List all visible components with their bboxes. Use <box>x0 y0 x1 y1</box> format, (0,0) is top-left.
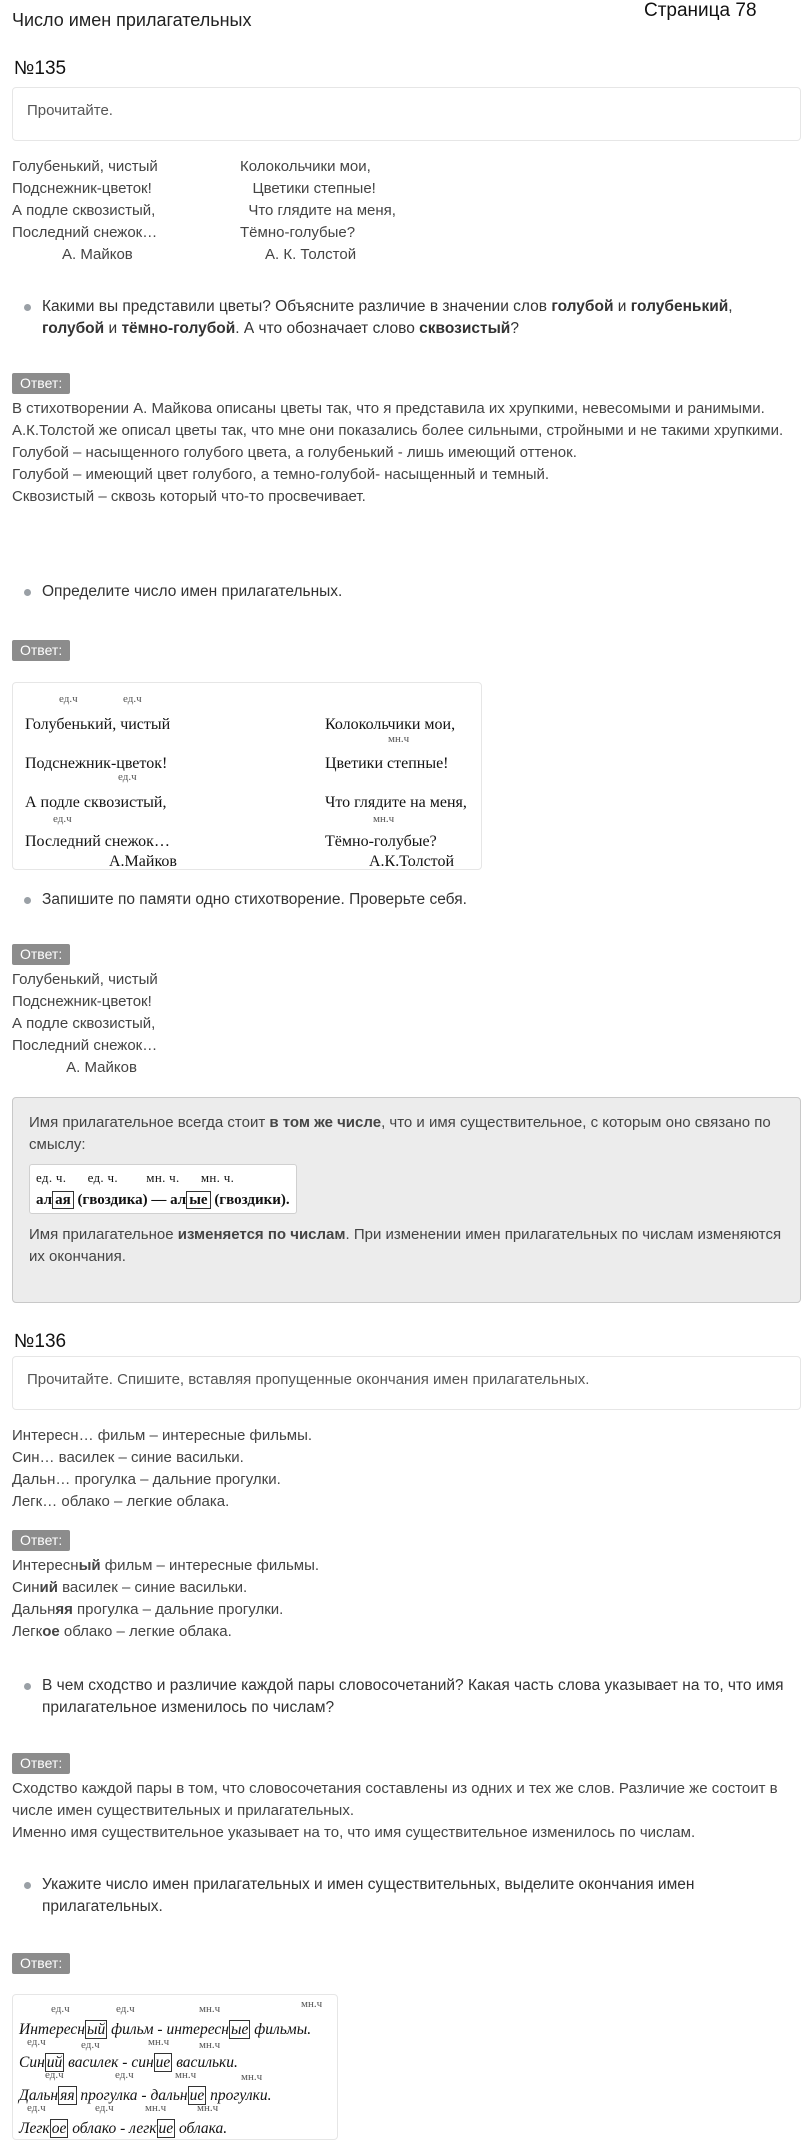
bullet-icon <box>24 589 31 596</box>
answer-2-image <box>12 682 482 870</box>
bullet-icon <box>24 1882 31 1889</box>
instruction-box <box>12 87 801 141</box>
number-mark: мн.ч <box>175 2069 197 2081</box>
number-mark: мн.ч <box>199 2003 221 2015</box>
question-1: Какими вы представили цветы? Объясните различие в значении слов голубой и голубенький, голубой и тёмно-голубой. А что обозначает слово сквозистый? <box>24 296 794 340</box>
number-mark: мн.ч <box>301 1998 323 2010</box>
answer-2-text: Сходство каждой пары в том, что словосочетания составлены из одних и тех же слов. Различие же состоит в числе имен существительных и прилагательных. Именно имя существительное указывает на то, что имя существительное изменилось по числам. <box>12 1780 778 1841</box>
number-mark: ед.ч <box>59 693 78 705</box>
poem-line: Подснежник-цветок! <box>25 755 168 772</box>
number-mark: ед.ч <box>51 2003 70 2015</box>
task-lines: Интересн… фильм – интересные фильмы. Син… василек – синие васильки. Дальн… прогулка – дальние прогулки. Легк… облако – легкие облака. <box>12 1427 313 1510</box>
topic-title: Число имен прилагательных <box>12 10 252 30</box>
answer-1-lines: Интересный фильм – интересные фильмы. Синий василек – синие васильки. Дальняя прогулка – дальние прогулки. Легкое облако – легкие облака. <box>12 1557 320 1640</box>
answer-label: Ответ: <box>12 1753 70 1774</box>
number-mark: ед.ч <box>27 2102 46 2114</box>
number-mark: мн.ч <box>148 2036 170 2048</box>
exercise-number: №135 <box>14 58 67 79</box>
number-mark: ед.ч <box>118 771 137 783</box>
number-mark: мн.ч <box>388 733 410 745</box>
poem-line: А подле сквозистый, <box>12 202 156 219</box>
poem-line: Колокольчики мои, <box>240 158 371 175</box>
poem-line: Подснежник-цветок! <box>12 180 152 197</box>
number-mark: ед.ч <box>115 2069 134 2081</box>
number-mark: ед.ч <box>81 2039 100 2051</box>
instruction-text: Прочитайте. <box>27 102 113 119</box>
poem-line: Последний снежок… <box>12 224 158 241</box>
answer-3-poem: Голубенький, чистый Подснежник-цветок! А подле сквозистый, Последний снежок… А. Майков <box>12 971 158 1076</box>
question-2: Определите число имен прилагательных. <box>24 581 794 603</box>
number-mark: ед.ч <box>45 2069 64 2081</box>
poem-line: Тёмно-голубые? <box>240 224 356 241</box>
poem-line: А подле сквозистый, <box>25 794 167 811</box>
rule-text-1: Имя прилагательное всегда стоит в том же числе, что и имя существительное, с которым оно связано по смыслу: <box>29 1114 771 1153</box>
page-number: Страница 78 <box>644 0 757 21</box>
poem-author: А.К.Толстой <box>369 853 455 870</box>
number-mark: ед.ч <box>53 813 72 825</box>
poem-line: Колокольчики мои, <box>325 716 456 733</box>
answer-1-text: В стихотворении А. Майкова описаны цветы так, что я представила их хрупкими, невесомыми и ранимыми. А.К.Толстой же описал цветы так, что мне они показались более сильными, стройными и не такими хрупкими. Голубой – насыщенного голубого цвета, а голубенький - лишь имеющий оттенок. Голубой – имеющий цвет голубого, а темно-голубой- насыщенный и темный. Сквозистый – сквозь который что-то просвечивает. <box>12 400 784 505</box>
poem-right <box>240 156 396 266</box>
number-mark: мн.ч <box>373 813 395 825</box>
answer-label: Ответ: <box>12 1953 70 1974</box>
number-mark: мн.ч <box>199 2039 221 2051</box>
answer-label: Ответ: <box>12 640 70 661</box>
rule-text-2: Имя прилагательное изменяется по числам. При изменении имен прилагательных по числам изменяются их окончания. <box>29 1226 782 1265</box>
number-mark: ед.ч <box>116 2003 135 2015</box>
answer-3-image: Интересн ый фильм - интересн ые фильмы. Син ий василек - син ие васильки. Дальн яя прогулка - дальн ие прогулки. Легк ое облако - легк ие облака. ед.ч ед.ч мн.ч мн.ч ед.ч ед.ч мн.ч мн.ч ед.ч ед.ч мн.ч мн.ч ед.ч ед.ч мн.ч мн.ч <box>12 1994 338 2140</box>
question-3: Запишите по памяти одно стихотворение. Проверьте себя. <box>24 889 794 911</box>
question-5: Укажите число имен прилагательных и имен существительных, выделите окончания имен прилагательных. <box>24 1874 794 1918</box>
poem-left <box>12 156 158 266</box>
rule-example: ед. ч. ед. ч. мн. ч. мн. ч. ал ая (гвоздика) — ал ые (гвоздики). <box>29 1164 297 1214</box>
poem-line: Голубенький, чистый <box>25 716 171 733</box>
poem-line: Последний снежок… <box>25 833 170 850</box>
poem-line: Что глядите на меня, <box>325 794 467 811</box>
instruction-text: Прочитайте. Спишите, вставляя пропущенные окончания имен прилагательных. <box>27 1371 590 1388</box>
instruction-box <box>12 1356 801 1410</box>
answer-label: Ответ: <box>12 373 70 394</box>
poem-line: Цветики степные! <box>325 755 449 772</box>
number-mark: мн.ч <box>241 2071 263 2083</box>
poem-author: А. К. Толстой <box>240 246 357 263</box>
bullet-icon <box>24 1683 31 1690</box>
bullet-icon <box>24 304 31 311</box>
poem-line: Цветики степные! <box>240 180 376 197</box>
answer-label: Ответ: <box>12 944 70 965</box>
poem-line: Тёмно-голубые? <box>325 833 437 850</box>
bullet-icon <box>24 897 31 904</box>
answer-label: Ответ: <box>12 1530 70 1551</box>
poem-author: А. Майков <box>12 246 133 263</box>
number-mark: ед.ч <box>27 2036 46 2048</box>
number-mark: ед.ч <box>95 2102 114 2114</box>
exercise-number: №136 <box>14 1331 67 1352</box>
poem-author: А.Майков <box>109 853 177 870</box>
number-mark: мн.ч <box>197 2102 219 2114</box>
poem-line: Что глядите на меня, <box>240 202 396 219</box>
rule-box <box>12 1097 801 1303</box>
number-mark: ед.ч <box>123 693 142 705</box>
number-mark: мн.ч <box>145 2102 167 2114</box>
poem-line: Голубенький, чистый <box>12 158 158 175</box>
question-4: В чем сходство и различие каждой пары словосочетаний? Какая часть слова указывает на то, что имя прилагательное изменилось по числам? <box>24 1675 794 1719</box>
